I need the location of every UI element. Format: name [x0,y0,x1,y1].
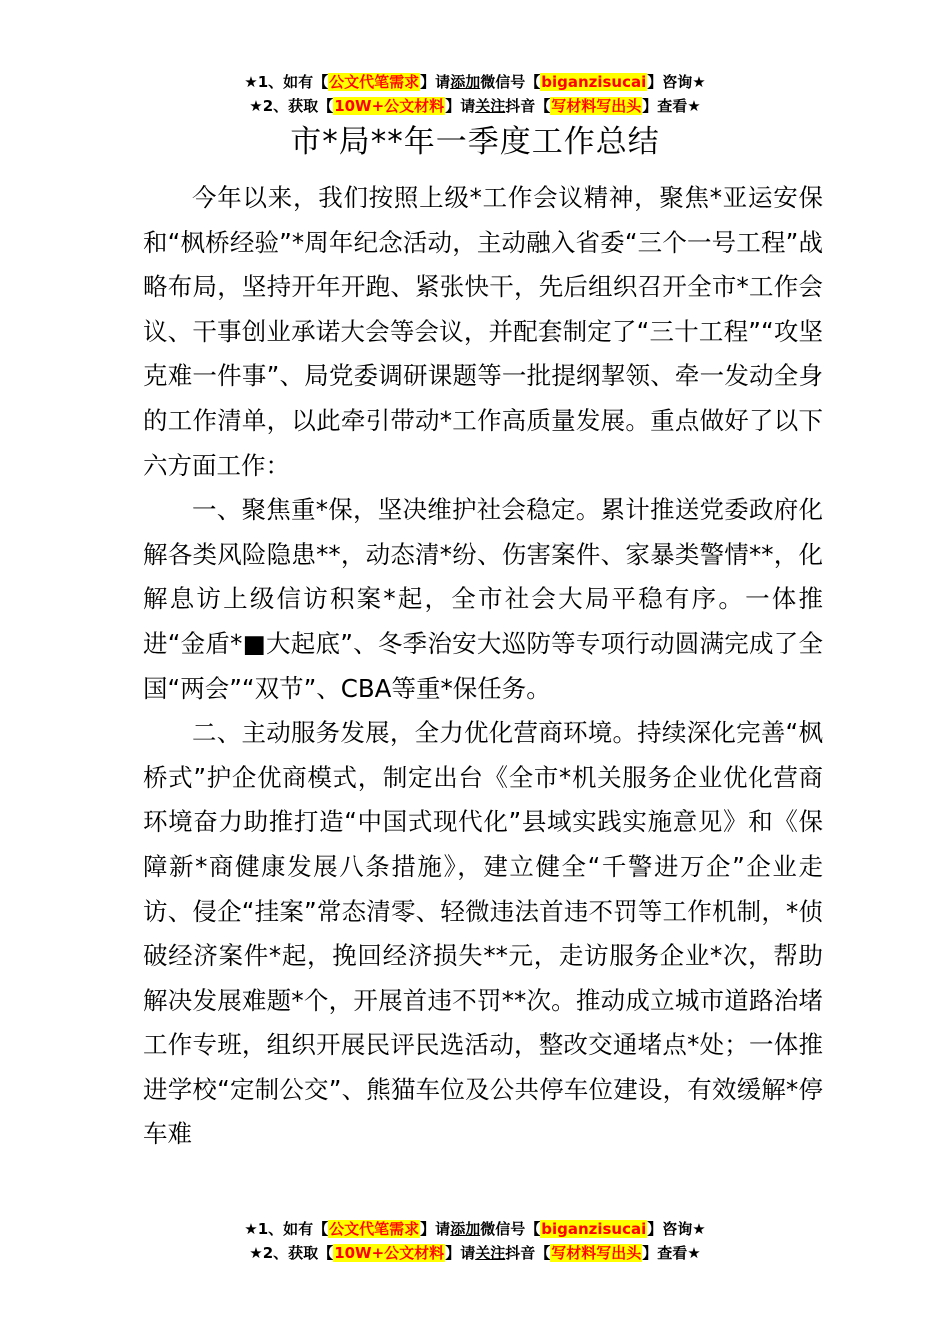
banner-text: 】请 [420,73,451,91]
banner-line-1 [0,1217,950,1241]
banner-text: 】查看★ [642,97,701,115]
banner-line-2 [0,94,950,118]
banner-line-2 [0,1241,950,1265]
banner-text: 抖音【 [505,1244,551,1262]
banner-text: 】请 [445,97,476,115]
paragraph-section-1: 一、聚焦重*保，坚决维护社会稳定。累计推送党委政府化解各类风险隐患**，动态清*纷、伤害案件、家暴类警情**，化解息访上级信访积案*起，全市社会大局平稳有序。一体推进“金盾*■大起底”、冬季治安大巡防等专项行动圆满完成了全国“两会”“双节”、CBA等重*保任务。 [143,495,823,703]
banner-text: 微信号【 [480,73,541,91]
banner-highlight: 公文代笔需求 [329,1220,420,1238]
banner-text: ★2、获取【 [249,1244,334,1262]
banner-highlight: biganzisucai [541,73,647,91]
banner-text: 微信号【 [480,1220,541,1238]
banner-text: 】请 [445,1244,476,1262]
bottom-banner [0,1217,950,1265]
paragraph-section-2: 二、主动服务发展，全力优化营商环境。持续深化完善“枫桥式”护企优商模式，制定出台《全市*机关服务企业优化营商环境奋力助推打造“中国式现代化”县域实践实施意见》和《保障新*商健康发展八条措施》，建立健全“千警进万企”企业走访、侵企“挂案”常态清零、轻微违法首违不罚等工作机制，*侦破经济案件*起，挽回经济损失**元，走访服务企业*次，帮助解决发展难题*个，开展首违不罚**次。推动成立城市道路治堵工作专班，组织开展民评民选活动，整改交通堵点*处；一体推进学校“定制公交”、熊猫车位及公共停车位建设，有效缓解*停车难 [143,718,823,1149]
banner-highlight: 写材料写出头 [551,97,642,115]
top-banner [0,70,950,118]
banner-highlight: 写材料写出头 [551,1244,642,1262]
banner-highlight: 公文代笔需求 [329,73,420,91]
banner-highlight: biganzisucai [541,1220,647,1238]
banner-text: 】咨询★ [647,73,706,91]
banner-text: ★1、如有【 [244,1220,329,1238]
banner-text: 】咨询★ [647,1220,706,1238]
document-title: 市*局**年一季度工作总结 [290,124,660,160]
banner-underlined: 关注 [475,1244,506,1262]
banner-text: 】查看★ [642,1244,701,1262]
paragraph-intro: 今年以来，我们按照上级*工作会议精神，聚焦*亚运安保和“枫桥经验”*周年纪念活动，主动融入省委“三个一号工程”战略布局，坚持开年开跑、紧张快干，先后组织召开全市*工作会议、干事创业承诺大会等会议，并配套制定了“三十工程”“攻坚克难一件事”、局党委调研课题等一批提纲挈领、牵一发动全身的工作清单，以此牵引带动*工作高质量发展。重点做好了以下六方面工作： [143,183,823,480]
banner-highlight: 10W+公文材料 [334,1244,445,1262]
banner-underlined: 添加 [450,1220,481,1238]
banner-highlight: 10W+公文材料 [334,97,445,115]
banner-text: 】请 [420,1220,451,1238]
banner-text: ★2、获取【 [249,97,334,115]
banner-underlined: 关注 [475,97,506,115]
banner-underlined: 添加 [450,73,481,91]
banner-text: 抖音【 [505,97,551,115]
document-body [143,176,823,1157]
banner-text: ★1、如有【 [244,73,329,91]
banner-line-1 [0,70,950,94]
